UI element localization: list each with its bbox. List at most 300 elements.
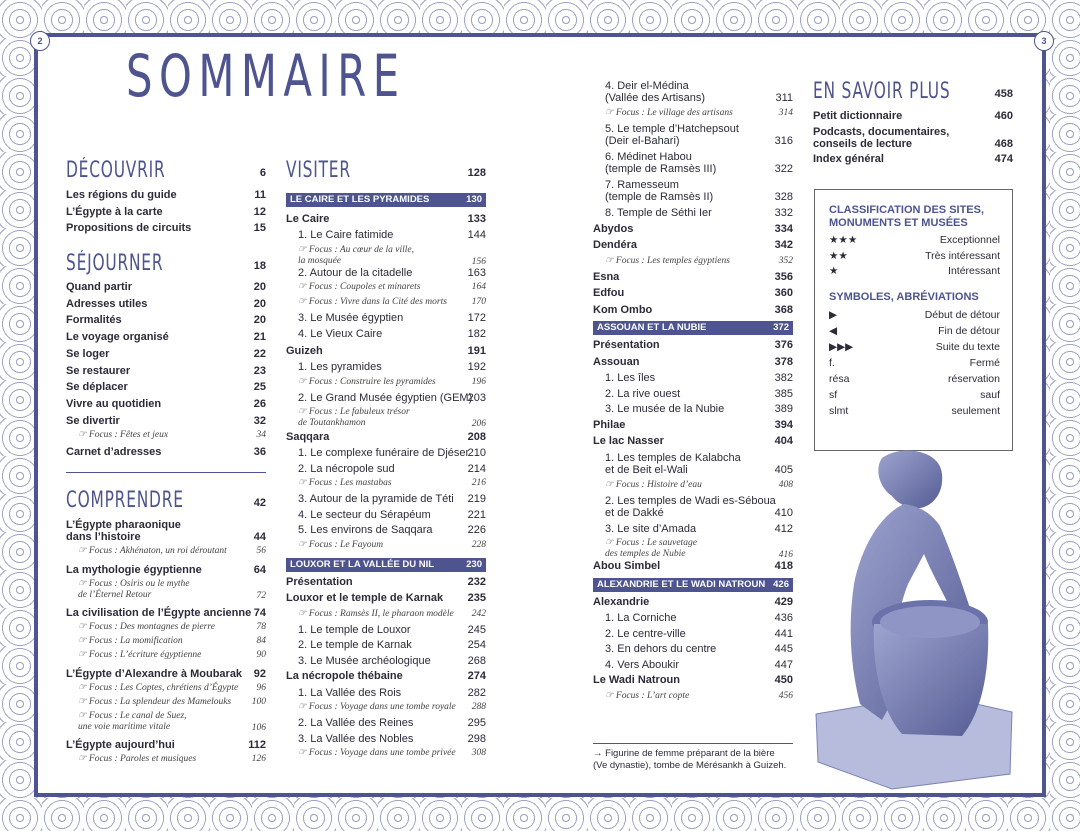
toc-page-number: 192: [467, 361, 486, 373]
toc-sub-entry[interactable]: [298, 447, 486, 459]
legend-symbol: ★: [829, 265, 839, 277]
toc-sub-entry[interactable]: [298, 687, 486, 699]
focus-entry[interactable]: ☞ Focus : Construire les pyramides 196: [298, 376, 486, 387]
toc-sub-entry[interactable]: [298, 493, 486, 505]
toc-page-number: 408: [778, 479, 793, 490]
section-bar-caire[interactable]: [286, 193, 486, 207]
divider: [66, 472, 266, 473]
legend-row: [829, 357, 1000, 369]
focus-label: Focus: [88, 697, 113, 707]
legend-label: Exceptionnel: [939, 234, 1000, 246]
toc-entry[interactable]: [813, 110, 1013, 122]
focus-label: Focus: [308, 702, 333, 712]
toc-page-number: 410: [774, 506, 793, 519]
focus-label: Focus: [615, 690, 640, 701]
toc-page-number: 328: [774, 191, 793, 203]
toc-label: La momification: [120, 636, 183, 646]
section-comprendre-page: 42: [253, 497, 266, 509]
focus-label: Focus: [308, 376, 333, 387]
focus-entry[interactable]: ☞ Focus : Akhénaton, un roi déroutant 56: [78, 546, 266, 556]
toc-label-line2: (temple de Ramsès III): [605, 163, 717, 175]
toc-sub-entry[interactable]: [298, 392, 486, 404]
toc-sub-entry[interactable]: [298, 655, 486, 667]
section-visiter-page: 128: [467, 167, 486, 179]
toc-page-number: 74: [253, 607, 266, 619]
toc-label: 3. Le site d’Amada: [605, 522, 697, 535]
toc-page-number: 376: [774, 339, 793, 351]
toc-label: 3. Le Musée archéologique: [298, 654, 431, 667]
toc-entry[interactable]: [66, 739, 266, 751]
focus-entry[interactable]: ☞ Focus : Voyage dans une tombe royale 288: [298, 702, 486, 712]
focus-entry[interactable]: ☞ Focus : L’écriture égyptienne 90: [78, 650, 266, 660]
toc-sub-entry[interactable]: [605, 372, 793, 384]
toc-entry[interactable]: [286, 670, 486, 682]
toc-page-number: 332: [774, 207, 793, 219]
toc-label-line2: une voie maritime vitale: [78, 722, 171, 732]
toc-label: 4. Deir el-Médina: [605, 80, 689, 92]
toc-page-number: 441: [774, 627, 793, 640]
toc-entry[interactable]: [66, 281, 266, 293]
caption-divider: [593, 743, 793, 744]
toc-sub-entry[interactable]: [298, 717, 486, 729]
toc-entry[interactable]: [66, 331, 266, 343]
toc-label: 2. Les temples de Wadi es-Séboua: [605, 494, 776, 507]
toc-entry[interactable]: [593, 435, 793, 447]
toc-page-number: 191: [467, 345, 486, 357]
toc-label: Quand partir: [66, 281, 133, 293]
toc-label: Propositions de circuits: [66, 222, 192, 234]
toc-label: Le voyage organisé: [66, 331, 169, 344]
toc-entry[interactable]: [66, 519, 266, 543]
focus-entry[interactable]: ☞ Focus : Au cœur de la ville, la mosquée 156: [298, 244, 486, 267]
toc-entry[interactable]: [593, 304, 793, 316]
toc-label-line2: et de Beit el-Wali: [605, 463, 688, 476]
toc-label: Carnet d’adresses: [66, 446, 162, 459]
toc-label: Louxor et le temple de Karnak: [286, 592, 444, 604]
legend-label: réservation: [948, 373, 1000, 385]
hand-pointer-icon: ☞: [78, 622, 89, 632]
toc-label: Vivre au quotidien: [66, 397, 162, 410]
legend-symbol: sf: [829, 389, 838, 401]
toc-label: Au cœur de la ville,: [339, 244, 415, 255]
toc-sub-entry[interactable]: [605, 628, 793, 640]
focus-entry[interactable]: ☞ Focus : Ramsès II, le pharaon modèle 242: [298, 608, 486, 619]
hand-pointer-icon: ☞: [605, 479, 616, 490]
toc-label: Le fabuleux trésor: [340, 407, 410, 417]
toc-sub-entry[interactable]: [605, 659, 793, 671]
toc-page-number: 242: [471, 608, 486, 619]
focus-entry[interactable]: ☞ Focus : Le canal de Suez, une voie maritime vitale 106: [78, 711, 266, 733]
toc-sub-entry[interactable]: [298, 524, 486, 536]
legend-row: [829, 389, 1000, 401]
toc-entry[interactable]: [66, 189, 266, 201]
toc-entry[interactable]: [593, 287, 793, 299]
toc-sub-entry[interactable]: [298, 312, 486, 324]
toc-page-number: 96: [256, 683, 266, 693]
toc-page-number: 92: [253, 668, 266, 680]
toc-entry[interactable]: [813, 126, 1013, 150]
toc-entry[interactable]: [66, 206, 266, 218]
focus-entry[interactable]: ☞ Focus : La splendeur des Mamelouks 100: [78, 697, 266, 707]
toc-label: Akhénaton, un roi déroutant: [119, 546, 227, 556]
toc-entry[interactable]: [593, 339, 793, 351]
toc-label: Se loger: [66, 347, 110, 360]
toc-sub-entry[interactable]: [605, 388, 793, 400]
focus-entry[interactable]: ☞ Focus : Le Fayoum 228: [298, 539, 486, 550]
toc-page-number: 245: [467, 623, 486, 636]
toc-label: Le village des artisans: [647, 108, 733, 118]
toc-sub-entry[interactable]: [298, 328, 486, 340]
toc-label: Podcasts, documentaires,: [813, 126, 950, 138]
toc-label: L’Égypte pharaonique: [66, 519, 181, 531]
toc-label: L’Égypte d’Alexandre à Moubarak: [66, 668, 243, 680]
section-savoir-page: 458: [994, 88, 1013, 100]
toc-label: Saqqara: [286, 431, 330, 443]
toc-page-number: 368: [774, 303, 793, 316]
toc-page-number: 404: [774, 435, 793, 447]
toc-page-number: 12: [253, 205, 266, 218]
toc-label: Index général: [813, 153, 884, 165]
toc-page-number: 254: [467, 639, 486, 651]
section-bar-louxor[interactable]: [286, 558, 486, 572]
toc-sub-entry[interactable]: [298, 624, 486, 636]
toc-page-number: 32: [253, 414, 266, 427]
toc-entry[interactable]: [286, 431, 486, 443]
toc-entry[interactable]: [66, 446, 266, 458]
toc-entry[interactable]: [813, 153, 1013, 165]
focus-label: Focus: [88, 754, 113, 764]
section-visiter-title: VISITER: [286, 158, 351, 183]
toc-entry[interactable]: [286, 345, 486, 357]
hand-pointer-icon: ☞: [298, 608, 309, 619]
toc-page-number: 133: [467, 213, 486, 225]
toc-entry[interactable]: [66, 348, 266, 360]
toc-page-number: 474: [994, 153, 1013, 165]
toc-entry[interactable]: [66, 607, 266, 619]
toc-label: Les Coptes, chrétiens d’Égypte: [120, 683, 239, 693]
toc-sub-entry[interactable]: [605, 403, 793, 415]
toc-label-line2: des temples de Nubie: [605, 549, 686, 559]
toc-page-number: 22: [253, 347, 266, 360]
toc-entry[interactable]: [593, 674, 793, 686]
toc-page-number: 226: [467, 524, 486, 536]
legend-row: [829, 309, 1000, 321]
toc-label: Assouan: [593, 355, 640, 368]
toc-label: Le sauvetage: [647, 538, 697, 548]
legend-row: [829, 373, 1000, 385]
hand-pointer-icon: ☞: [298, 539, 309, 550]
toc-page-number: 163: [467, 266, 486, 279]
legend-symbol: ▶: [829, 309, 838, 321]
section-bar-page: 230: [466, 558, 482, 570]
toc-page-number: 78: [256, 622, 266, 632]
toc-label: 3. Le Musée égyptien: [298, 312, 404, 324]
hand-pointer-icon: ☞: [605, 690, 616, 701]
toc-label: La nécropole thébaine: [286, 670, 403, 682]
toc-label: Les régions du guide: [66, 189, 177, 201]
toc-entry[interactable]: [66, 668, 266, 680]
focus-entry[interactable]: ☞ Focus : Le village des artisans 314: [605, 108, 793, 118]
toc-label: Se déplacer: [66, 381, 128, 394]
toc-sub-entry[interactable]: [605, 495, 793, 519]
focus-label: Focus: [615, 108, 640, 118]
toc-sub-entry[interactable]: [298, 509, 486, 521]
toc-page-number: 382: [774, 372, 793, 384]
toc-entry[interactable]: [286, 213, 486, 225]
toc-page-number: 342: [774, 239, 793, 251]
toc-page-number: 360: [774, 287, 793, 299]
toc-entry[interactable]: [66, 398, 266, 410]
toc-entry[interactable]: [286, 576, 486, 588]
legend-symbol: f.: [829, 357, 835, 369]
focus-entry[interactable]: ☞ Focus : Les temples égyptiens 352: [605, 255, 793, 266]
legend-row: [829, 405, 1000, 417]
section-bar-label: LOUXOR ET LA VALLÉE DU NIL: [290, 558, 435, 570]
focus-entry[interactable]: ☞ Focus : Les mastabas 216: [298, 478, 486, 488]
toc-label: Ramsès II, le pharaon modèle: [340, 608, 454, 619]
toc-entry[interactable]: [593, 596, 793, 608]
toc-sub-entry[interactable]: [605, 207, 793, 219]
focus-entry[interactable]: ☞ Focus : Histoire d’eau 408: [605, 479, 793, 490]
hand-pointer-icon: ☞: [78, 697, 89, 707]
toc-label-line2: la mosquée: [298, 255, 342, 266]
toc-entry[interactable]: [593, 271, 793, 283]
focus-label: Focus: [88, 622, 113, 632]
toc-sub-entry[interactable]: [605, 643, 793, 655]
toc-sub-entry[interactable]: [605, 80, 793, 104]
toc-entry[interactable]: [593, 239, 793, 251]
section-bar-alexandrie[interactable]: [593, 578, 793, 592]
toc-label: Histoire d’eau: [647, 479, 702, 490]
focus-entry[interactable]: ☞ Focus : Le sauvetage des temples de Nubie 416: [605, 538, 793, 560]
toc-label-line2: (Vallée des Artisans): [605, 92, 706, 104]
toc-page-number: 282: [467, 686, 486, 699]
toc-page-number: 389: [774, 403, 793, 415]
toc-label: Esna: [593, 270, 620, 283]
hand-pointer-icon: ☞: [298, 376, 309, 387]
toc-label-line2: (Deir el-Bahari): [605, 135, 680, 147]
toc-label: Le canal de Suez,: [120, 711, 187, 721]
toc-label: Présentation: [286, 575, 353, 588]
toc-entry[interactable]: [66, 365, 266, 377]
focus-entry[interactable]: ☞ Focus : Paroles et musiques 126: [78, 754, 266, 764]
toc-page-number: 216: [471, 478, 486, 488]
toc-sub-entry[interactable]: [605, 123, 793, 147]
toc-label: Les temples égyptiens: [647, 255, 730, 266]
toc-label: 1. Le Caire fatimide: [298, 229, 394, 241]
toc-label: Petit dictionnaire: [813, 110, 903, 122]
section-bar-page: 372: [773, 322, 789, 333]
focus-label: Focus: [88, 711, 113, 721]
toc-entry[interactable]: [593, 356, 793, 368]
focus-entry[interactable]: ☞ Focus : La momification 84: [78, 636, 266, 646]
focus-label: Focus: [88, 546, 113, 556]
focus-entry[interactable]: ☞ Focus : Vivre dans la Cité des morts 170: [298, 297, 486, 307]
toc-label: Formalités: [66, 314, 122, 327]
toc-page-number: 106: [251, 723, 266, 733]
toc-sub-entry[interactable]: [605, 151, 793, 175]
toc-sub-entry[interactable]: [605, 452, 793, 476]
focus-label: Focus: [615, 479, 640, 490]
toc-label-line2: (temple de Ramsès II): [605, 191, 714, 203]
toc-label: Présentation: [593, 339, 660, 351]
toc-page-number: 468: [994, 138, 1013, 150]
toc-page-number: 210: [467, 447, 486, 459]
toc-label: 2. Le Grand Musée égyptien (GEM): [298, 391, 473, 404]
section-bar-label: ALEXANDRIE ET LE WADI NATROUN: [597, 578, 766, 590]
toc-entry[interactable]: [286, 592, 486, 604]
toc-page-number: 378: [774, 355, 793, 368]
toc-entry[interactable]: [66, 381, 266, 393]
toc-label: Kom Ombo: [593, 303, 653, 316]
toc-page-number: 72: [256, 591, 266, 601]
toc-label-line2: dans l’histoire: [66, 531, 141, 543]
toc-page-number: 456: [778, 690, 793, 701]
toc-page-number: 100: [251, 697, 266, 707]
hand-pointer-icon: ☞: [605, 538, 616, 548]
toc-page-number: 64: [253, 564, 266, 576]
section-decouvrir-title: DÉCOUVRIR: [66, 158, 166, 183]
toc-sub-entry[interactable]: [605, 523, 793, 535]
toc-label: 1. Le complexe funéraire de Djéser: [298, 447, 470, 459]
toc-label: 5. Les environs de Saqqara: [298, 524, 433, 536]
toc-page-number: 450: [774, 674, 793, 686]
toc-page-number: 235: [467, 592, 486, 604]
toc-page-number: 56: [256, 546, 266, 556]
toc-entry[interactable]: [66, 222, 266, 234]
toc-label: 5. Le temple d’Hatchepsout: [605, 123, 739, 135]
toc-page-number: 311: [775, 92, 793, 104]
toc-page-number: 144: [467, 229, 486, 241]
focus-entry[interactable]: ☞ Focus : Voyage dans une tombe privée 308: [298, 748, 486, 758]
toc-label: Edfou: [593, 287, 625, 299]
hand-pointer-icon: ☞: [78, 754, 89, 764]
hand-pointer-icon: ☞: [298, 478, 309, 488]
toc-page-number: 112: [248, 739, 266, 751]
focus-entry[interactable]: ☞ Focus : Osiris ou le mythe de l’Éternel Retour 72: [78, 579, 266, 601]
figure-caption: → Figurine de femme préparant de la bière (Ve dynastie), tombe de Mérésankh à Guizeh.: [593, 748, 787, 771]
toc-page-number: 44: [253, 531, 266, 543]
toc-page-number: 203: [467, 391, 486, 404]
toc-page-number: 429: [774, 595, 793, 608]
section-sejourner-page: 18: [253, 260, 266, 272]
focus-entry[interactable]: ☞ Focus : L’art copte 456: [605, 690, 793, 701]
legend-label: sauf: [980, 389, 1000, 401]
toc-entry[interactable]: [66, 314, 266, 326]
legend-label: seulement: [951, 405, 1000, 417]
toc-sub-entry[interactable]: [298, 229, 486, 241]
toc-sub-entry[interactable]: [298, 733, 486, 745]
focus-label: Focus: [308, 478, 333, 488]
toc-entry[interactable]: [593, 560, 793, 572]
toc-label: 3. Le musée de la Nubie: [605, 403, 725, 415]
focus-label: Focus: [88, 636, 113, 646]
toc-page-number: 447: [774, 658, 793, 671]
hand-pointer-icon: ☞: [298, 748, 309, 758]
section-bar-page: 130: [466, 194, 482, 205]
legend-row: [829, 325, 1000, 337]
focus-entry[interactable]: ☞ Focus : Le fabuleux trésor de Toutankhamon 206: [298, 407, 486, 429]
toc-page-number: 295: [467, 717, 486, 729]
focus-label: Focus: [308, 297, 333, 307]
focus-label: Focus: [308, 244, 333, 255]
toc-page-number: 394: [774, 418, 793, 431]
section-bar-label: LE CAIRE ET LES PYRAMIDES: [290, 194, 430, 205]
toc-entry[interactable]: [66, 298, 266, 310]
toc-label: Paroles et musiques: [120, 754, 197, 764]
toc-page-number: 90: [256, 650, 266, 660]
toc-label-line2: de Toutankhamon: [298, 418, 366, 428]
toc-page-number: 288: [471, 702, 486, 712]
toc-page-number: 334: [774, 222, 793, 235]
legend-label: Suite du texte: [935, 341, 1000, 353]
toc-entry[interactable]: [66, 415, 266, 427]
hand-pointer-icon: ☞: [78, 636, 89, 646]
focus-entry[interactable]: ☞ Focus : Coupoles et minarets 164: [298, 282, 486, 292]
toc-page-number: 196: [471, 376, 486, 387]
focus-entry[interactable]: ☞ Focus : Fêtes et jeux 34: [78, 430, 266, 441]
hand-pointer-icon: ☞: [298, 702, 309, 712]
toc-sub-entry[interactable]: [298, 267, 486, 279]
legend-symbols-title: SYMBOLES, ABRÉVIATIONS: [829, 291, 979, 303]
toc-sub-entry[interactable]: [298, 639, 486, 651]
legend-symbol: ▶▶▶: [829, 341, 854, 353]
toc-entry[interactable]: [593, 419, 793, 431]
toc-entry[interactable]: [66, 564, 266, 576]
toc-sub-entry[interactable]: [605, 612, 793, 624]
section-bar-assouan[interactable]: [593, 321, 793, 335]
focus-label: Focus: [88, 650, 113, 660]
toc-label: Vivre dans la Cité des morts: [340, 297, 447, 307]
toc-page-number: 170: [471, 297, 486, 307]
focus-entry[interactable]: ☞ Focus : Les Coptes, chrétiens d’Égypte 96: [78, 683, 266, 693]
page-title: SOMMAIRE: [126, 42, 406, 110]
toc-label: 3. La Vallée des Nobles: [298, 732, 414, 745]
toc-page-number: 126: [251, 754, 266, 764]
toc-label: Voyage dans une tombe royale: [340, 702, 456, 712]
toc-label: L’Égypte à la carte: [66, 205, 163, 218]
toc-page-number: 316: [774, 135, 793, 147]
toc-page-number: 214: [467, 462, 486, 475]
hand-pointer-icon: ☞: [78, 546, 89, 556]
focus-entry[interactable]: ☞ Focus : Des montagnes de pierre 78: [78, 622, 266, 632]
toc-sub-entry[interactable]: [605, 179, 793, 203]
legend-label: Début de détour: [924, 309, 1000, 321]
legend-row: [829, 341, 1000, 353]
toc-page-number: 20: [253, 297, 266, 310]
toc-label: 7. Ramesseum: [605, 179, 679, 191]
toc-label: 8. Temple de Séthi Ier: [605, 207, 712, 219]
section-comprendre-title: COMPRENDRE: [66, 488, 184, 513]
toc-label: 1. Le temple de Louxor: [298, 623, 411, 636]
toc-sub-entry[interactable]: [298, 463, 486, 475]
toc-page-number: 172: [467, 312, 486, 324]
toc-page-number: 182: [467, 327, 486, 340]
toc-label: L’Égypte aujourd’hui: [66, 739, 175, 751]
toc-entry[interactable]: [593, 223, 793, 235]
toc-label: Guizeh: [286, 345, 323, 357]
toc-label: Philae: [593, 418, 626, 431]
toc-label: Se divertir: [66, 414, 120, 427]
hand-pointer-icon: ☞: [78, 711, 89, 721]
toc-label-line2: de l’Éternel Retour: [78, 590, 152, 600]
legend-label: Fin de détour: [938, 325, 1000, 337]
toc-sub-entry[interactable]: [298, 361, 486, 373]
toc-label: Construire les pyramides: [340, 376, 436, 387]
toc-label: 1. La Corniche: [605, 612, 677, 624]
toc-page-number: 164: [471, 282, 486, 292]
toc-label: Voyage dans une tombe privée: [340, 748, 456, 758]
